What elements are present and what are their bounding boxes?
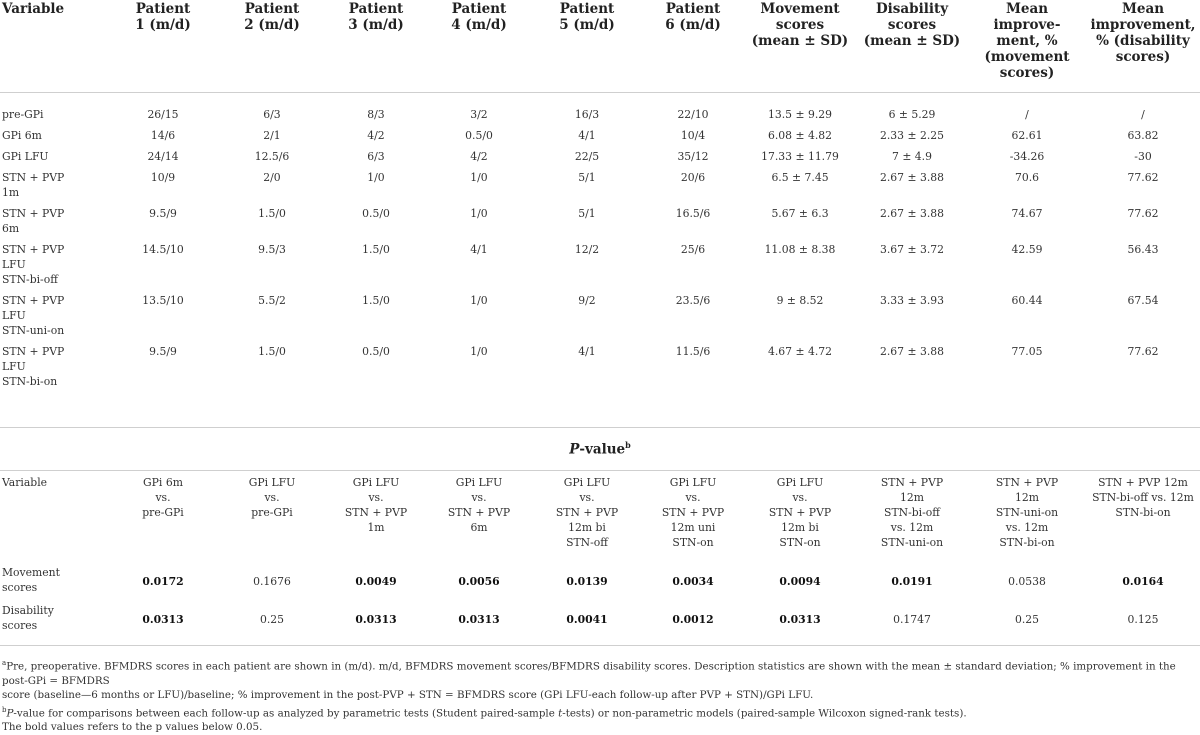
row-label	[0, 565, 108, 603]
row-label-line: STN-bi-off	[2, 272, 58, 286]
row-label-line: scores	[2, 581, 38, 594]
table-cell: 1.5/0	[362, 293, 390, 307]
table-cell: 4/1	[470, 242, 488, 256]
column-header-line: scores	[887, 17, 937, 33]
table-cell: 9 ± 8.52	[776, 293, 824, 307]
table-cell: 63.82	[1127, 128, 1159, 142]
comparison-header-line: STN + PVP	[768, 506, 832, 519]
comparison-header-line: GPi LFU	[669, 476, 717, 489]
table-cell: 74.67	[1011, 206, 1043, 220]
comparison-header-line: STN-off	[566, 536, 608, 549]
column-header-line: scores)	[999, 65, 1055, 81]
table-cell: 1/0	[470, 206, 488, 220]
comparison-header	[744, 475, 856, 565]
column-header-line: Patient	[135, 1, 191, 17]
table-row	[0, 200, 1200, 236]
pvalue-cell: 0.0049	[355, 575, 397, 588]
table-body	[0, 92, 1200, 402]
comparison-header-line: STN-bi-off	[884, 506, 940, 519]
table-cell: 62.61	[1011, 128, 1043, 142]
pvalue-cell: 0.0034	[672, 575, 714, 588]
column-header-line: % (disability	[1096, 33, 1190, 49]
table-row	[0, 122, 1200, 143]
row-label-line: LFU	[2, 359, 26, 373]
pvalue-section-header	[0, 427, 1200, 471]
comparison-header	[1086, 475, 1200, 565]
comparison-header-line: STN + PVP	[555, 506, 619, 519]
column-header-line: Variable	[2, 1, 65, 17]
table-row	[0, 338, 1200, 402]
comparison-header-line: vs.	[792, 491, 808, 504]
pvalue-cell: 0.25	[218, 603, 326, 645]
comparison-header-line: GPi LFU	[776, 476, 824, 489]
footnote-b-t: t	[558, 707, 563, 720]
table-cell: /	[1025, 107, 1029, 121]
column-header-line: Patient	[451, 1, 507, 17]
row-label-line: pre-GPi	[2, 107, 44, 121]
table-cell: 35/12	[677, 149, 709, 163]
comparison-header-line: STN + PVP	[661, 506, 725, 519]
row-label	[0, 143, 108, 164]
comparison-header-line: vs.	[155, 491, 171, 504]
column-header-line: Patient	[244, 1, 300, 17]
footnote-a-line2: score (baseline—6 months or LFU)/baseline; % improvement in the post-PVP + STN = BFMDRS score (GPi LFU-each follow-up after PVP + STN)/GPi LFU.	[2, 689, 814, 702]
row-label-line: STN + PVP	[2, 206, 65, 220]
table-row	[0, 236, 1200, 287]
table-cell: 22/5	[574, 149, 600, 163]
table-cell: 25/6	[680, 242, 706, 256]
comparison-header	[856, 475, 968, 565]
table-cell: 16/3	[574, 107, 600, 121]
column-header-line: Mean	[1121, 1, 1165, 17]
table-cell: 13.5/10	[142, 293, 184, 307]
table-cell: 6 ± 5.29	[888, 107, 936, 121]
table-cell: 9.5/3	[258, 242, 286, 256]
pvalue-cell: 0.125	[1086, 603, 1200, 645]
row-label	[0, 287, 108, 338]
table-cell: -34.26	[1009, 149, 1045, 163]
column-header-line: 6 (m/d)	[665, 17, 721, 33]
table-header-row	[0, 0, 1200, 92]
table-cell: 23.5/6	[675, 293, 711, 307]
table-row	[0, 164, 1200, 200]
table-cell: 4/2	[367, 128, 385, 142]
footnote-a	[0, 656, 1200, 688]
table-cell: 11.08 ± 8.38	[764, 242, 836, 256]
column-header-line: scores)	[1115, 49, 1171, 65]
pvalue-row	[0, 603, 1200, 645]
footnote-c	[0, 720, 1200, 734]
table-cell: 1.5/0	[258, 206, 286, 220]
pvalue-title-p: P	[569, 441, 580, 458]
comparison-header-line: STN-on	[779, 536, 821, 549]
row-label-line: Disability	[2, 604, 54, 617]
pvalue-title	[0, 440, 1200, 458]
row-label-line: LFU	[2, 257, 26, 271]
comparison-header-line: STN-on	[672, 536, 714, 549]
footnote-c-text: The bold values refers to the p values below 0.05.	[2, 721, 263, 734]
comparison-header-line: STN + PVP	[995, 476, 1059, 489]
table-cell: 5.5/2	[258, 293, 286, 307]
table-cell: 3.33 ± 3.93	[880, 293, 944, 307]
table-cell: 9.5/9	[149, 344, 177, 358]
row-label	[0, 236, 108, 287]
comparison-header-line: GPi LFU	[352, 476, 400, 489]
pvalue-cell: 0.0094	[779, 575, 821, 588]
table-cell: 20/6	[680, 170, 706, 184]
column-header-line: scores	[775, 17, 825, 33]
pvalue-cell: 0.0172	[142, 575, 184, 588]
comparison-header-line: GPi LFU	[248, 476, 296, 489]
table-cell: 2.67 ± 3.88	[880, 344, 944, 358]
comparison-header-line: 12m uni	[670, 521, 716, 534]
pvalue-cell: 0.0313	[326, 603, 426, 645]
column-header	[968, 0, 1086, 92]
comparison-header-line: STN + PVP	[447, 506, 511, 519]
table-cell: 7 ± 4.9	[892, 149, 932, 163]
comparison-header-row	[0, 475, 1200, 565]
pvalue-cell: 0.0012	[642, 603, 744, 645]
table-cell: 2.67 ± 3.88	[880, 206, 944, 220]
column-header	[856, 0, 968, 92]
comparison-header-line: 1m	[367, 521, 385, 534]
comparison-header-line: pre-GPi	[251, 506, 293, 519]
table-cell: 4/2	[470, 149, 488, 163]
row-label-line: STN + PVP	[2, 293, 65, 307]
column-header-line: 2 (m/d)	[244, 17, 300, 33]
table-cell: 17.33 ± 11.79	[761, 149, 839, 163]
comparison-header-line: vs.	[685, 491, 701, 504]
footnote-a-cont	[0, 688, 1200, 702]
pvalue-title-rest: -value	[579, 441, 626, 458]
table-cell: 22/10	[677, 107, 709, 121]
table-cell: 4/1	[578, 344, 596, 358]
row-label-line: LFU	[2, 308, 26, 322]
column-header-line: (mean ± SD)	[751, 33, 849, 49]
pvalue-cell: 0.0313	[426, 603, 532, 645]
table-cell: 60.44	[1011, 293, 1043, 307]
comparison-header-line: vs.	[579, 491, 595, 504]
comparison-header-line: STN-bi-off vs. 12m	[1092, 491, 1194, 504]
table-cell: 5.67 ± 6.3	[771, 206, 829, 220]
column-header	[108, 0, 218, 92]
row-label-line: GPi LFU	[2, 149, 49, 163]
row-label-line: 1m	[2, 185, 20, 199]
column-header-line: improvement,	[1090, 17, 1196, 33]
pvalue-cell: 0.0191	[891, 575, 933, 588]
table-cell: -30	[1134, 149, 1152, 163]
row-label-line: STN-bi-on	[2, 374, 58, 388]
table-cell: 3.67 ± 3.72	[880, 242, 944, 256]
table-cell: 1.5/0	[362, 242, 390, 256]
row-label-line: scores	[2, 619, 38, 632]
column-header-line: Patient	[559, 1, 615, 17]
table-cell: 1/0	[470, 293, 488, 307]
row-label-line: 6m	[2, 221, 20, 235]
pvalue-cell: 0.1676	[253, 575, 291, 588]
column-header	[426, 0, 532, 92]
table-cell: 6/3	[367, 149, 385, 163]
row-label-line: STN + PVP	[2, 170, 65, 184]
table-cell: 1.5/0	[258, 344, 286, 358]
table-cell: 77.62	[1127, 344, 1159, 358]
comparison-header-line: vs.	[264, 491, 280, 504]
table-cell: 3/2	[470, 107, 488, 121]
table-cell: 4/1	[578, 128, 596, 142]
comparison-header	[642, 475, 744, 565]
table-cell: 70.6	[1014, 170, 1040, 184]
pvalue-cell: 0.0041	[532, 603, 642, 645]
comparison-header	[326, 475, 426, 565]
table-cell: 24/14	[147, 149, 179, 163]
table-cell: 6.08 ± 4.82	[768, 128, 832, 142]
comparison-header-line: GPi LFU	[563, 476, 611, 489]
row-label	[0, 92, 108, 122]
table-cell: 9/2	[578, 293, 596, 307]
table-cell: 26/15	[147, 107, 179, 121]
column-header-line: 1 (m/d)	[135, 17, 191, 33]
comparison-header	[968, 475, 1086, 565]
comparison-header-line: GPi LFU	[455, 476, 503, 489]
comparison-header-line: 12m	[1015, 491, 1039, 504]
table-cell: 5/1	[578, 206, 596, 220]
column-header	[218, 0, 326, 92]
comparison-header	[532, 475, 642, 565]
footnote-b-p: P	[6, 707, 14, 720]
footnote-a-sup: a	[2, 659, 7, 667]
table-cell: 2.67 ± 3.88	[880, 170, 944, 184]
column-header-line: Mean	[1005, 1, 1049, 17]
column-header	[642, 0, 744, 92]
table-row	[0, 92, 1200, 122]
comparison-header-line: vs.	[471, 491, 487, 504]
comparison-header-line: 6m	[470, 521, 488, 534]
footnote-b-text1: -value for comparisons between each follow-up as analyzed by parametric tests (Student paired-sample	[13, 707, 559, 720]
column-header-line: 4 (m/d)	[451, 17, 507, 33]
table-cell: 4.67 ± 4.72	[768, 344, 832, 358]
footnote-a-line1: Pre, preoperative. BFMDRS scores in each patient are shown in (m/d). m/d, BFMDRS movement scores/BFMDRS disability scores. Description statistics are shown with the mean ± standard deviation; % improvement in the post-GPi = BFMDRS	[2, 660, 1176, 687]
comparison-header-line: pre-GPi	[142, 506, 184, 519]
column-header-line: Patient	[665, 1, 721, 17]
table-row	[0, 287, 1200, 338]
table-cell: 6/3	[263, 107, 281, 121]
table-cell: 1/0	[470, 170, 488, 184]
column-header	[532, 0, 642, 92]
column-header-line: (movement	[984, 49, 1070, 65]
table-cell: 5/1	[578, 170, 596, 184]
comparison-header-line: 12m bi	[781, 521, 819, 534]
pvalue-cell: 0.0313	[108, 603, 218, 645]
pvalue-title-sup: b	[625, 440, 631, 450]
table-cell: 12.5/6	[254, 149, 290, 163]
pvalue-cell: 0.1747	[856, 603, 968, 645]
comparison-header-line: STN-uni-on	[880, 536, 944, 549]
table-cell: 14.5/10	[142, 242, 184, 256]
comparison-header-line: vs. 12m	[890, 521, 934, 534]
comparison-header-line: vs.	[368, 491, 384, 504]
pvalue-table-wrap	[0, 475, 1200, 646]
table-cell: 9.5/9	[149, 206, 177, 220]
table-row	[0, 143, 1200, 164]
table-cell: 77.05	[1011, 344, 1043, 358]
row-label	[0, 164, 108, 200]
footnote-b	[0, 703, 1200, 721]
table-cell: 2.33 ± 2.25	[880, 128, 944, 142]
pvalue-cell: 0.0313	[744, 603, 856, 645]
row-label	[0, 603, 108, 645]
table-cell: 77.62	[1127, 206, 1159, 220]
comparison-header-line: STN + PVP 12m	[1098, 476, 1188, 489]
comparison-header-line: STN-uni-on	[995, 506, 1059, 519]
footnotes	[0, 656, 1200, 735]
row-label-line: STN + PVP	[2, 344, 65, 358]
table-cell: 14/6	[150, 128, 176, 142]
column-header-line: 3 (m/d)	[348, 17, 404, 33]
comparison-header	[426, 475, 532, 565]
column-header-line: Disability	[875, 1, 949, 17]
table-cell: 10/4	[680, 128, 706, 142]
table-cell: 13.5 ± 9.29	[768, 107, 832, 121]
row-label-line: GPi 6m	[2, 128, 42, 142]
table-cell: 77.62	[1127, 170, 1159, 184]
row-label	[0, 200, 108, 236]
pvalue-row	[0, 565, 1200, 603]
table-cell: 6.5 ± 7.45	[771, 170, 829, 184]
column-header-line: Patient	[348, 1, 404, 17]
comparison-header-line: STN + PVP	[344, 506, 408, 519]
variable-label: Variable	[2, 476, 48, 489]
table-cell: 2/0	[263, 170, 281, 184]
column-header-line: improve-	[993, 17, 1061, 33]
pvalue-table-body	[0, 475, 1200, 645]
comparison-header-line: GPi 6m	[143, 476, 183, 489]
column-header-line: (mean ± SD)	[863, 33, 961, 49]
comparison-header-line: vs. 12m	[1005, 521, 1049, 534]
column-header	[326, 0, 426, 92]
comparison-header-line: 12m bi	[568, 521, 606, 534]
pvalue-cell: 0.25	[968, 603, 1086, 645]
pvalue-cell: 0.0164	[1122, 575, 1164, 588]
row-label	[0, 338, 108, 402]
row-label	[0, 122, 108, 143]
table-cell: 0.5/0	[362, 206, 390, 220]
pvalue-cell: 0.0538	[1008, 575, 1046, 588]
row-label-line: STN-uni-on	[2, 323, 65, 337]
table-cell: /	[1141, 107, 1145, 121]
table-cell: 1/0	[367, 170, 385, 184]
comparison-header	[218, 475, 326, 565]
comparison-header	[108, 475, 218, 565]
comparison-header-line: STN + PVP	[880, 476, 944, 489]
table-cell: 0.5/0	[465, 128, 493, 142]
table-cell: 11.5/6	[675, 344, 711, 358]
column-header-line: ment, %	[996, 33, 1058, 49]
column-header-line: 5 (m/d)	[559, 17, 615, 33]
comparison-header-line: STN-bi-on	[999, 536, 1055, 549]
column-header-line: Movement	[760, 1, 840, 17]
table-cell: 2/1	[263, 128, 281, 142]
pvalue-table	[0, 475, 1200, 646]
column-header	[1086, 0, 1200, 92]
table-cell: 16.5/6	[675, 206, 711, 220]
table-cell: 56.43	[1127, 242, 1159, 256]
column-header	[0, 0, 108, 92]
table-cell: 42.59	[1011, 242, 1043, 256]
table-cell: 0.5/0	[362, 344, 390, 358]
comparison-header-line: 12m	[900, 491, 924, 504]
footnote-b-text2: -tests) or non-parametric models (paired-sample Wilcoxon signed-rank tests).	[562, 707, 967, 720]
table-cell: 8/3	[367, 107, 385, 121]
footnote-b-sup: b	[2, 705, 7, 714]
row-label-line: Movement	[2, 566, 60, 579]
column-header	[744, 0, 856, 92]
row-label-line: STN + PVP	[2, 242, 65, 256]
table-cell: 1/0	[470, 344, 488, 358]
table-cell: 67.54	[1127, 293, 1159, 307]
table-cell: 12/2	[574, 242, 600, 256]
pvalue-cell: 0.0139	[566, 575, 608, 588]
table-cell: 10/9	[150, 170, 176, 184]
comparison-header-line: STN-bi-on	[1115, 506, 1171, 519]
pvalue-cell: 0.0056	[458, 575, 500, 588]
